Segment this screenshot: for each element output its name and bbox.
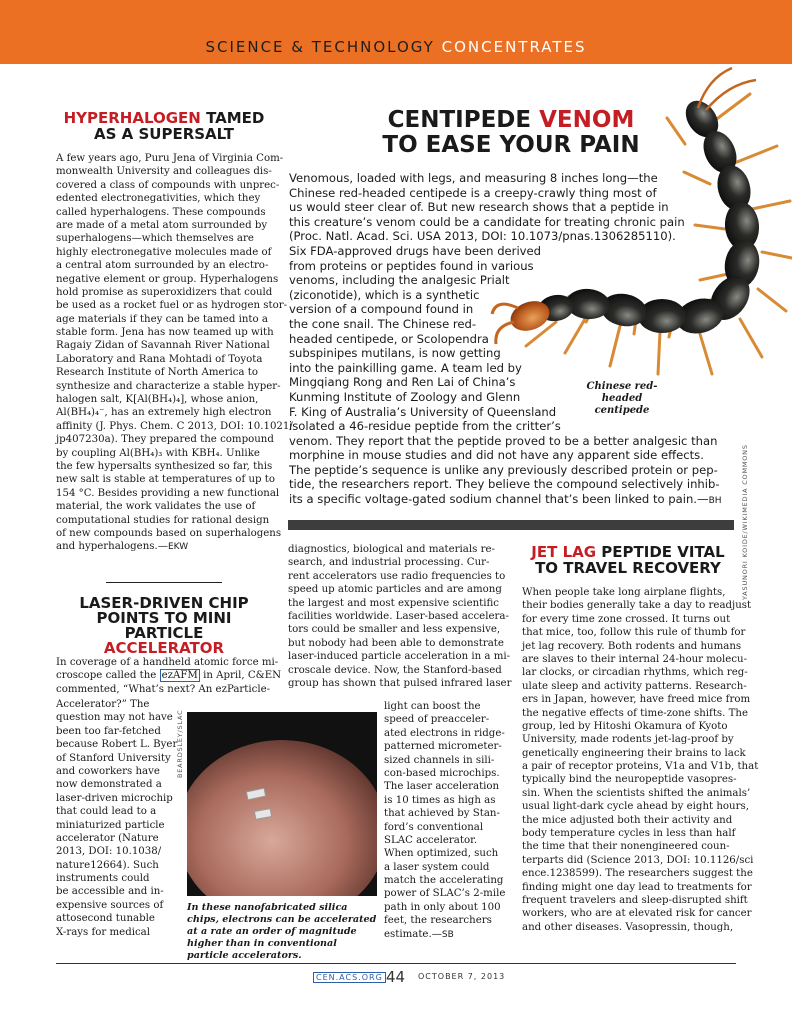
text-line: new salt is stable at temperatures of up to (56, 474, 276, 486)
text-line: and other diseases. Vasopressin, though, (522, 921, 734, 933)
jetlag-title-rest: PEPTIDE VITAL (596, 543, 725, 561)
text-line: of new compounds based on superhalogens (56, 527, 282, 539)
laser-headline (56, 596, 272, 656)
text-line: F. King of Australia’s University of Queensland (289, 404, 557, 419)
section-banner (0, 0, 792, 64)
hyperhalogen-title-line2: AS A SUPERSALT (94, 125, 234, 143)
text-line: con-based microchips. (384, 767, 500, 779)
text-line: age materials if they can be tamed into a (56, 313, 268, 325)
text-line: called hyperhalogens. These compounds (56, 206, 266, 218)
laser-middle-narrow-column (384, 700, 508, 941)
text-line: Venomous, loaded with legs, and measuring 8 inches long—the (289, 171, 658, 185)
text-line: and coworkers have (56, 765, 160, 777)
text-line: halogen salt, K[Al(BH₄)₄], whose anion, (56, 394, 259, 406)
text-line: but nobody had been able to demonstrate (288, 637, 504, 649)
text-line: morphine in mouse studies and did not have any apparent side effects. (289, 448, 704, 463)
text-line: subspinipes mutilans, is now getting (289, 346, 501, 361)
laser-title-line1: LASER-DRIVEN CHIP (79, 594, 249, 612)
text-line: Ragaiy Zidan of Savannah River National (56, 340, 270, 352)
ezafm-link[interactable]: ezAFM (161, 670, 198, 682)
text-line: diagnostics, biological and materials re- (288, 544, 495, 555)
text-line: laser-induced particle acceleration in a mi- (288, 651, 511, 663)
text-line: sin. When the scientists shifted the animals’ (522, 787, 751, 799)
text-line: the few hypersalts synthesized so far, this (56, 460, 273, 472)
text-line: be used as a rocket fuel or as hydrogen stor- (56, 300, 288, 312)
text-line: expensive sources of (56, 899, 164, 911)
text-line: finding might one day lead to treatments for (522, 881, 752, 893)
hyperhalogen-title-rest: TAMED (200, 109, 265, 127)
issue-date: OCTOBER 7, 2013 (418, 972, 506, 981)
text-line: the largest and most expensive scientific (288, 597, 500, 609)
jetlag-body (522, 586, 759, 934)
text-line: SLAC accelerator. (384, 834, 478, 846)
text-line: superhalogens—which themselves are (56, 233, 254, 245)
centipede-title-red: VENOM (539, 107, 635, 133)
text-line: because Robert L. Byer (56, 739, 178, 751)
text-line: are slaves to their internal 24-hour molecu- (522, 653, 748, 665)
text-line: the mice adjusted both their activity and (522, 814, 733, 826)
centipede-photo-credit: YASUNORI KOIDE/WIKIMEDIA COMMONS (741, 444, 749, 600)
page-number: 44 (386, 968, 406, 986)
text-line: that achieved by Stan- (384, 808, 500, 820)
hyperhalogen-title-red: HYPERHALOGEN (63, 109, 201, 127)
text-line: 154 °C. Besides providing a new functional (56, 487, 280, 499)
text-line: body temperature cycles in less than half (522, 828, 736, 840)
text-line: terparts did (Science 2013, DOI: 10.1126/sci (522, 854, 754, 866)
author-signature: EKW (167, 542, 189, 553)
text-line: synthesize and characterize a stable hyper- (56, 380, 281, 392)
text-line: Al(BH₄)₄⁻, has an extremely high electron (56, 407, 272, 419)
text-line: are made of a metal atom surrounded by (56, 219, 268, 231)
centipede-body (289, 171, 731, 507)
text-line: the cone snail. The Chinese red- (289, 316, 477, 331)
text-line: now demonstrated a (56, 779, 162, 791)
text-line: group, led by Hitoshi Okamura of Kyoto (522, 720, 728, 732)
footer-rule (56, 963, 736, 964)
text-line: and hyperhalogens.—EKW (56, 541, 189, 553)
text-line: hold promise as superoxidizers that could (56, 286, 273, 298)
laser-intro-line3: commented, “What’s next? An ezParticle- (56, 683, 271, 695)
text-line: nature12664). Such (56, 859, 159, 871)
section-name: SCIENCE & TECHNOLOGY (205, 38, 435, 56)
text-line: feet, the researchers (384, 915, 492, 927)
text-line: speed of preacceler- (384, 714, 490, 726)
centipede-caption: Chinese red-headed centipede (586, 381, 658, 416)
text-line: (Proc. Natl. Acad. Sci. USA 2013, DOI: 10.1073/pnas.1306285110). (289, 229, 676, 244)
text-line: jet lag recovery. Both rodents and humans (522, 640, 742, 652)
text-line: Accelerator?” The (56, 699, 150, 710)
text-line: Six FDA-approved drugs have been derived (289, 243, 542, 258)
hyperhalogen-body (56, 152, 293, 554)
text-line: 2013, DOI: 10.1038/ (56, 846, 162, 858)
chip-photo-credit: BEARDSLEY/SLAC (176, 709, 184, 778)
text-line: estimate.—SB (384, 928, 454, 940)
text-line: tors could be smaller and less expensive, (288, 624, 501, 636)
text-line: material, the work validates the use of (56, 501, 256, 513)
text-line: is 10 times as high as (384, 794, 496, 806)
text-line: (ziconotide), which is a synthetic (289, 287, 480, 302)
text-line: been too far-fetched (56, 725, 161, 737)
text-line: negative element or group. Hyperhalogens (56, 273, 279, 285)
text-line: venoms, including the analgesic Prialt (289, 273, 510, 288)
text-line: light can boost the (384, 701, 481, 712)
text-line: The laser acceleration (384, 781, 500, 793)
text-line: stable form. Jena has now teamed up with (56, 327, 274, 339)
text-line: that could lead to a (56, 806, 157, 818)
text-line: headed centipede, or Scolopendra (289, 331, 489, 346)
text-line: ford’s conventional (384, 821, 484, 833)
text-line: the time that their nonengineered coun- (522, 841, 730, 853)
text-line: speed up atomic particles and are among (288, 584, 502, 596)
text-line: usual light-dark cycle ahead by eight hours, (522, 801, 749, 813)
text-line: croscale device. Now, the Stanford-based (288, 664, 502, 676)
text-line: the negative effects of time-zone shifts. The (522, 707, 749, 719)
text-line: jp407230a). They prepared the compound (56, 434, 274, 446)
text-line: a central atom surrounded by an electro- (56, 260, 269, 272)
text-line: ence.1238599). The researchers suggest the (522, 868, 753, 880)
text-line: power of SLAC’s 2-mile (384, 888, 506, 900)
text-line: facilities worldwide. Laser-based accelera- (288, 610, 509, 622)
text-line: rent accelerators use radio frequencies to (288, 570, 506, 582)
text-line: edented electronegativities, which they (56, 193, 261, 205)
text-line: tide, the researchers report. They believe the compound selectively inhib- (289, 477, 720, 492)
laser-title-line3: ACCELERATOR (103, 639, 225, 657)
text-line: that mice, too, follow this rule of thumb for (522, 627, 746, 639)
text-line: this creature’s venom could be a candidate for treating chronic pain (289, 214, 685, 229)
text-line: Chinese red-headed centipede is a creepy-crawly thing most of (289, 185, 657, 200)
text-line: path in only about 100 (384, 901, 501, 913)
text-line: covered a class of compounds with unprec- (56, 179, 280, 191)
text-line: workers, who are at elevated risk for cancer (522, 908, 752, 920)
text-line: isolated a 46-residue peptide from the critter’s (289, 419, 561, 434)
laser-intro-line2-start: croscope called the (56, 670, 160, 682)
laser-middle-column (288, 543, 512, 690)
text-line: by coupling Al(BH₄)₃ with KBH₄. Unlike (56, 447, 260, 459)
text-line: be accessible and in- (56, 886, 164, 898)
text-line: University, made rodents jet-lag-proof by (522, 734, 734, 746)
text-line: instruments could (56, 873, 150, 885)
text-line: a laser system could (384, 861, 490, 873)
text-line: for every time zone crossed. It turns out (522, 613, 731, 625)
jetlag-headline (522, 544, 734, 576)
laser-intro (56, 656, 282, 696)
text-line: miniaturized particle (56, 819, 165, 831)
text-line: patterned micrometer- (384, 741, 502, 753)
text-line: of Stanford University (56, 752, 171, 764)
text-line: Laboratory and Rana Mohtadi of Toyota (56, 353, 263, 365)
text-line: Mingqiang Rong and Ren Lai of China’s (289, 375, 516, 390)
hyperhalogen-headline (56, 110, 272, 142)
footer-site-link[interactable]: CEN.ACS.ORG (313, 972, 386, 983)
text-line: their bodies generally take a day to readjust (522, 600, 752, 612)
text-line: ulate sleep and activity patterns. Research- (522, 680, 747, 692)
centipede-title-line2: TO EASE YOUR PAIN (382, 132, 640, 158)
text-line: typically bind the neuropeptide vasopres- (522, 774, 737, 786)
text-line: search, and industrial processing. Cur- (288, 557, 490, 569)
text-line: question may not have (56, 712, 173, 724)
chip-photo (187, 712, 377, 896)
text-line: version of a compound found in (289, 302, 474, 317)
text-line: us would steer clear of. But new research shows that a peptide in (289, 200, 669, 215)
author-signature: BH (708, 496, 722, 507)
article-divider (106, 582, 222, 583)
author-signature: SB (441, 929, 454, 940)
text-line: The peptide’s sequence is unlike any previously described protein or pep- (289, 462, 718, 477)
chip-caption: In these nanofabricated silica chips, electrons can be accelerated at a rate an order of magnitude higher than in conventional particle accelerators. (187, 902, 377, 961)
text-line: from proteins or peptides found in various (289, 258, 534, 273)
text-line: group has shown that pulsed infrared laser (288, 677, 512, 689)
text-line: frequent travelers and sleep-disrupted shift (522, 894, 748, 906)
section-divider-bar (288, 520, 734, 530)
text-line: highly electronegative molecules made of (56, 246, 272, 258)
text-line: laser-driven microchip (56, 792, 173, 804)
laser-title-line2: POINTS TO MINI PARTICLE (96, 609, 232, 642)
text-line: Research Institute of North America to (56, 367, 258, 379)
text-line: ated electrons in ridge- (384, 727, 505, 739)
text-line: ers in Japan, however, have freed mice from (522, 694, 751, 706)
text-line: When people take long airplane flights, (522, 587, 726, 598)
laser-intro-line2-end: in April, C&EN (199, 670, 282, 682)
text-line: attosecond tunable (56, 913, 155, 925)
laser-left-column (56, 698, 184, 939)
section-header (0, 38, 792, 56)
centipede-title-start: CENTIPEDE (387, 107, 540, 133)
text-line: into the painkilling game. A team led by (289, 360, 522, 375)
text-line: its a specific voltage-gated sodium channel that’s been linked to pain.—BH (289, 492, 722, 507)
text-line: computational studies for rational design (56, 514, 270, 526)
text-line: Kunming Institute of Zoology and Glenn (289, 389, 521, 404)
centipede-headline (370, 108, 652, 158)
text-line: accelerator (Nature (56, 832, 159, 844)
text-line: genetically engineering their brains to lack (522, 747, 746, 759)
jetlag-title-line2: TO TRAVEL RECOVERY (535, 559, 721, 577)
text-line: lar clocks, or circadian rhythms, which reg- (522, 667, 748, 679)
text-line: match the accelerating (384, 875, 504, 887)
text-line: venom. They report that the peptide proved to be a better analgesic than (289, 433, 718, 448)
section-accent: CONCENTRATES (441, 38, 587, 56)
text-line: When optimized, such (384, 848, 499, 860)
laser-intro-line1: In coverage of a handheld atomic force mi- (56, 657, 279, 668)
text-line: monwealth University and colleagues dis- (56, 166, 272, 178)
text-line: affinity (J. Phys. Chem. C 2013, DOI: 10.1021/ (56, 420, 293, 432)
text-line: sized channels in sili- (384, 754, 495, 766)
jetlag-title-red: JET LAG (531, 543, 597, 561)
text-line: a pair of receptor proteins, V1a and V1b, that (522, 761, 759, 773)
text-line: X-rays for medical (56, 926, 151, 938)
text-line: A few years ago, Puru Jena of Virginia Com- (56, 153, 284, 164)
laser-intro-line2 (56, 669, 282, 682)
